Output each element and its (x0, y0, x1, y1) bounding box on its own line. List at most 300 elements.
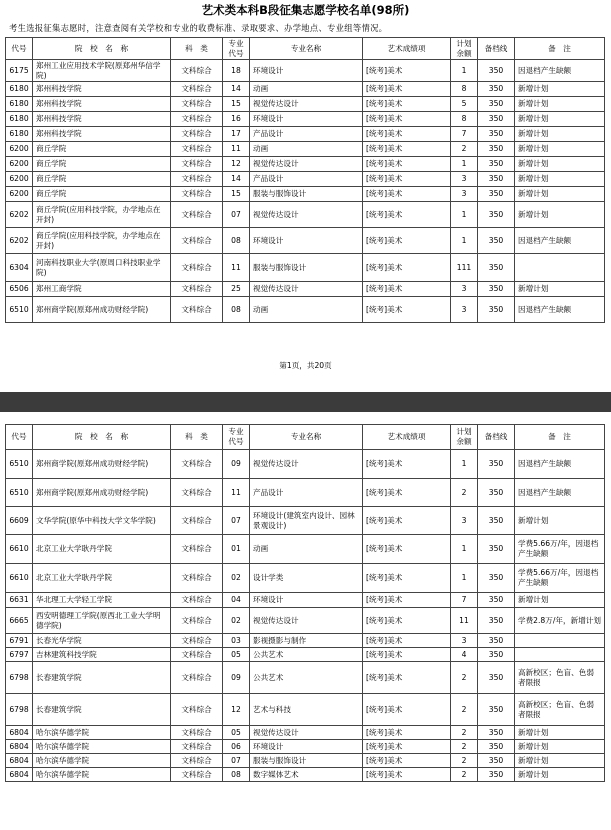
row-major: 视觉传达设计 (250, 608, 363, 634)
header-major-code: 专业代号 (223, 425, 250, 450)
row-code: 6510 (6, 479, 33, 507)
row-major: 公共艺术 (250, 662, 363, 694)
row-code: 6609 (6, 507, 33, 535)
page-indicator: 第1页，共20页 (279, 361, 332, 370)
row-note: 新增计划 (515, 112, 605, 127)
row-art-score: [统考]美术 (363, 142, 451, 157)
row-code: 6804 (6, 754, 33, 768)
row-plan: 3 (451, 634, 478, 648)
row-major-code: 12 (223, 157, 250, 172)
row-line: 350 (478, 202, 515, 228)
row-subject: 文科综合 (171, 202, 223, 228)
row-school: 商丘学院(应用科技学院，办学地点在开封) (33, 202, 171, 228)
row-school: 郑州科技学院 (33, 97, 171, 112)
row-subject: 文科综合 (171, 740, 223, 754)
row-line: 350 (478, 228, 515, 254)
row-subject: 文科综合 (171, 142, 223, 157)
row-code: 6510 (6, 297, 33, 323)
row-note: 因退档产生缺额 (515, 228, 605, 254)
row-plan: 1 (451, 450, 478, 479)
row-code: 6804 (6, 726, 33, 740)
row-school: 郑州商学院(原郑州成功财经学院) (33, 450, 171, 479)
table-row (6, 740, 605, 754)
row-school: 吉林建筑科技学院 (33, 648, 171, 662)
row-code: 6180 (6, 97, 33, 112)
table-row (6, 593, 605, 608)
row-plan: 2 (451, 694, 478, 726)
table-row (6, 450, 605, 479)
table-body-page-2 (6, 450, 605, 782)
row-major-code: 07 (223, 202, 250, 228)
row-school: 商丘学院 (33, 157, 171, 172)
header-plan: 计划余额 (451, 38, 478, 60)
school-table-page-1 (5, 37, 605, 323)
row-note: 新增计划 (515, 768, 605, 782)
row-major: 数字媒体艺术 (250, 768, 363, 782)
row-major: 视觉传达设计 (250, 202, 363, 228)
row-art-score: [统考]美术 (363, 297, 451, 323)
row-school: 郑州商学院(原郑州成功财经学院) (33, 479, 171, 507)
row-code: 6631 (6, 593, 33, 608)
row-major-code: 25 (223, 282, 250, 297)
row-major-code: 03 (223, 634, 250, 648)
row-line: 350 (478, 172, 515, 187)
row-major-code: 11 (223, 479, 250, 507)
row-major: 公共艺术 (250, 648, 363, 662)
row-school: 郑州工商学院 (33, 282, 171, 297)
row-major: 动画 (250, 82, 363, 97)
row-art-score: [统考]美术 (363, 662, 451, 694)
row-note: 因退档产生缺额 (515, 479, 605, 507)
row-major: 环境设计 (250, 593, 363, 608)
row-code: 6180 (6, 127, 33, 142)
row-note: 新增计划 (515, 187, 605, 202)
row-line: 350 (478, 479, 515, 507)
row-code: 6510 (6, 450, 33, 479)
row-plan: 3 (451, 282, 478, 297)
row-major: 艺术与科技 (250, 694, 363, 726)
row-line: 350 (478, 254, 515, 282)
table-row (6, 297, 605, 323)
row-major: 动画 (250, 535, 363, 564)
row-school: 华北理工大学轻工学院 (33, 593, 171, 608)
row-note: 学费2.8万/年，新增计划 (515, 608, 605, 634)
row-code: 6202 (6, 228, 33, 254)
row-subject: 文科综合 (171, 228, 223, 254)
header-line: 备档线 (478, 38, 515, 60)
row-line: 350 (478, 142, 515, 157)
row-plan: 7 (451, 127, 478, 142)
row-school: 哈尔滨华德学院 (33, 726, 171, 740)
row-note: 新增计划 (515, 754, 605, 768)
row-note: 新增计划 (515, 127, 605, 142)
row-note: 新增计划 (515, 172, 605, 187)
row-note: 新增计划 (515, 282, 605, 297)
row-school: 哈尔滨华德学院 (33, 768, 171, 782)
row-school: 商丘学院 (33, 142, 171, 157)
row-line: 350 (478, 768, 515, 782)
row-subject: 文科综合 (171, 254, 223, 282)
row-major: 服装与服饰设计 (250, 254, 363, 282)
row-subject: 文科综合 (171, 593, 223, 608)
header-school: 院 校 名 称 (33, 425, 171, 450)
row-code: 6180 (6, 112, 33, 127)
row-code: 6610 (6, 564, 33, 593)
table-row (6, 60, 605, 82)
row-plan: 7 (451, 593, 478, 608)
row-major-code: 02 (223, 608, 250, 634)
page-separator (0, 392, 611, 412)
document-page-1 (0, 0, 611, 392)
row-note (515, 648, 605, 662)
table-row (6, 608, 605, 634)
row-line: 350 (478, 634, 515, 648)
row-code: 6798 (6, 694, 33, 726)
table-header-row (6, 38, 605, 60)
row-art-score: [统考]美术 (363, 479, 451, 507)
row-subject: 文科综合 (171, 187, 223, 202)
row-art-score: [统考]美术 (363, 127, 451, 142)
row-major-code: 08 (223, 297, 250, 323)
row-school: 郑州科技学院 (33, 112, 171, 127)
row-plan: 4 (451, 648, 478, 662)
row-major: 产品设计 (250, 127, 363, 142)
row-line: 350 (478, 535, 515, 564)
header-code: 代号 (6, 425, 33, 450)
row-plan: 2 (451, 726, 478, 740)
row-major: 动画 (250, 142, 363, 157)
row-note: 新增计划 (515, 82, 605, 97)
row-note: 新增计划 (515, 507, 605, 535)
row-major: 服装与服饰设计 (250, 187, 363, 202)
document-page-2 (0, 412, 611, 830)
row-school: 北京工业大学耿丹学院 (33, 564, 171, 593)
row-subject: 文科综合 (171, 507, 223, 535)
row-major-code: 08 (223, 768, 250, 782)
row-line: 350 (478, 740, 515, 754)
row-subject: 文科综合 (171, 479, 223, 507)
row-school: 郑州商学院(原郑州成功财经学院) (33, 297, 171, 323)
row-art-score: [统考]美术 (363, 507, 451, 535)
row-school: 西安明德理工学院(原西北工业大学明德学院) (33, 608, 171, 634)
row-subject: 文科综合 (171, 726, 223, 740)
row-subject: 文科综合 (171, 172, 223, 187)
row-subject: 文科综合 (171, 634, 223, 648)
row-school: 商丘学院 (33, 172, 171, 187)
row-line: 350 (478, 450, 515, 479)
row-note: 新增计划 (515, 593, 605, 608)
table-row (6, 82, 605, 97)
row-major: 环境设计(建筑室内设计、园林景观设计) (250, 507, 363, 535)
table-row (6, 157, 605, 172)
row-note: 因退档产生缺额 (515, 60, 605, 82)
row-plan: 3 (451, 172, 478, 187)
row-subject: 文科综合 (171, 754, 223, 768)
header-line: 备档线 (478, 425, 515, 450)
row-major-code: 16 (223, 112, 250, 127)
row-subject: 文科综合 (171, 97, 223, 112)
row-art-score: [统考]美术 (363, 157, 451, 172)
row-plan: 5 (451, 97, 478, 112)
row-major: 影视摄影与制作 (250, 634, 363, 648)
row-subject: 文科综合 (171, 127, 223, 142)
row-subject: 文科综合 (171, 82, 223, 97)
row-art-score: [统考]美术 (363, 740, 451, 754)
row-school: 文华学院(原华中科技大学文华学院) (33, 507, 171, 535)
row-plan: 2 (451, 142, 478, 157)
row-plan: 1 (451, 535, 478, 564)
row-major-code: 11 (223, 254, 250, 282)
row-plan: 8 (451, 82, 478, 97)
row-major: 视觉传达设计 (250, 726, 363, 740)
row-subject: 文科综合 (171, 648, 223, 662)
table-row (6, 507, 605, 535)
table-row (6, 228, 605, 254)
table-row (6, 127, 605, 142)
row-line: 350 (478, 97, 515, 112)
row-school: 哈尔滨华德学院 (33, 740, 171, 754)
row-plan: 1 (451, 564, 478, 593)
row-major: 视觉传达设计 (250, 282, 363, 297)
header-art-score: 艺术成绩项 (363, 425, 451, 450)
row-major: 服装与服饰设计 (250, 754, 363, 768)
row-note: 新增计划 (515, 740, 605, 754)
row-line: 350 (478, 726, 515, 740)
table-row (6, 142, 605, 157)
row-subject: 文科综合 (171, 608, 223, 634)
row-plan: 11 (451, 608, 478, 634)
row-school: 郑州科技学院 (33, 82, 171, 97)
row-major: 环境设计 (250, 228, 363, 254)
row-art-score: [统考]美术 (363, 768, 451, 782)
row-major-code: 06 (223, 740, 250, 754)
row-code: 6304 (6, 254, 33, 282)
header-plan: 计划余额 (451, 425, 478, 450)
row-code: 6506 (6, 282, 33, 297)
row-plan: 111 (451, 254, 478, 282)
row-line: 350 (478, 112, 515, 127)
row-line: 350 (478, 593, 515, 608)
row-note: 新增计划 (515, 97, 605, 112)
row-major-code: 07 (223, 754, 250, 768)
row-plan: 2 (451, 754, 478, 768)
row-art-score: [统考]美术 (363, 228, 451, 254)
row-art-score: [统考]美术 (363, 694, 451, 726)
row-subject: 文科综合 (171, 535, 223, 564)
row-major-code: 01 (223, 535, 250, 564)
row-major-code: 14 (223, 172, 250, 187)
row-school: 商丘学院 (33, 187, 171, 202)
table-row (6, 564, 605, 593)
row-art-score: [统考]美术 (363, 564, 451, 593)
row-major: 产品设计 (250, 172, 363, 187)
row-major-code: 11 (223, 142, 250, 157)
row-major-code: 08 (223, 228, 250, 254)
row-art-score: [统考]美术 (363, 282, 451, 297)
table-row (6, 97, 605, 112)
header-major: 专业名称 (250, 425, 363, 450)
row-major: 设计学类 (250, 564, 363, 593)
row-school: 哈尔滨华德学院 (33, 754, 171, 768)
row-major: 视觉传达设计 (250, 157, 363, 172)
header-subject: 科 类 (171, 38, 223, 60)
table-row (6, 754, 605, 768)
row-note: 高新校区；色盲、色弱者限报 (515, 694, 605, 726)
row-code: 6200 (6, 142, 33, 157)
row-major-code: 14 (223, 82, 250, 97)
row-art-score: [统考]美术 (363, 535, 451, 564)
row-major-code: 12 (223, 694, 250, 726)
table-row (6, 479, 605, 507)
row-plan: 2 (451, 479, 478, 507)
row-art-score: [统考]美术 (363, 187, 451, 202)
row-art-score: [统考]美术 (363, 450, 451, 479)
row-code: 6797 (6, 648, 33, 662)
row-note: 因退档产生缺额 (515, 450, 605, 479)
header-note: 备 注 (515, 38, 605, 60)
row-plan: 1 (451, 202, 478, 228)
row-art-score: [统考]美术 (363, 593, 451, 608)
row-note: 学费5.66万/年，因退档产生缺额 (515, 535, 605, 564)
row-major-code: 17 (223, 127, 250, 142)
row-plan: 2 (451, 740, 478, 754)
row-line: 350 (478, 754, 515, 768)
row-note: 新增计划 (515, 142, 605, 157)
table-row (6, 662, 605, 694)
notice-text: 考生选报征集志愿时，注意查阅有关学校和专业的收费标准、录取要求、办学地点、专业组等情况。 (9, 23, 388, 33)
row-subject: 文科综合 (171, 662, 223, 694)
row-art-score: [统考]美术 (363, 648, 451, 662)
row-plan: 1 (451, 60, 478, 82)
row-art-score: [统考]美术 (363, 254, 451, 282)
row-major-code: 15 (223, 187, 250, 202)
row-subject: 文科综合 (171, 112, 223, 127)
row-major: 视觉传达设计 (250, 450, 363, 479)
row-subject: 文科综合 (171, 60, 223, 82)
row-art-score: [统考]美术 (363, 754, 451, 768)
row-art-score: [统考]美术 (363, 112, 451, 127)
row-art-score: [统考]美术 (363, 726, 451, 740)
row-code: 6804 (6, 768, 33, 782)
row-school: 长春建筑学院 (33, 694, 171, 726)
row-line: 350 (478, 60, 515, 82)
row-plan: 3 (451, 507, 478, 535)
row-school: 郑州工业应用技术学院(原郑州华信学院) (33, 60, 171, 82)
row-plan: 8 (451, 112, 478, 127)
row-major-code: 05 (223, 648, 250, 662)
row-subject: 文科综合 (171, 450, 223, 479)
school-table-page-2 (5, 424, 605, 782)
row-note: 学费5.66万/年，因退档产生缺额 (515, 564, 605, 593)
row-art-score: [统考]美术 (363, 608, 451, 634)
row-line: 350 (478, 694, 515, 726)
row-line: 350 (478, 608, 515, 634)
row-plan: 2 (451, 662, 478, 694)
row-major-code: 02 (223, 564, 250, 593)
row-art-score: [统考]美术 (363, 634, 451, 648)
row-art-score: [统考]美术 (363, 202, 451, 228)
table-body-page-1 (6, 60, 605, 323)
row-note (515, 634, 605, 648)
row-line: 350 (478, 507, 515, 535)
row-major: 环境设计 (250, 740, 363, 754)
row-major: 视觉传达设计 (250, 97, 363, 112)
row-line: 350 (478, 648, 515, 662)
row-major-code: 09 (223, 662, 250, 694)
row-code: 6200 (6, 172, 33, 187)
row-plan: 1 (451, 228, 478, 254)
table-row (6, 768, 605, 782)
row-plan: 2 (451, 768, 478, 782)
header-major-code: 专业代号 (223, 38, 250, 60)
row-art-score: [统考]美术 (363, 97, 451, 112)
row-school: 郑州科技学院 (33, 127, 171, 142)
row-major: 环境设计 (250, 60, 363, 82)
header-major: 专业名称 (250, 38, 363, 60)
row-line: 350 (478, 297, 515, 323)
row-code: 6175 (6, 60, 33, 82)
row-note: 因退档产生缺额 (515, 297, 605, 323)
row-note: 新增计划 (515, 202, 605, 228)
header-note: 备 注 (515, 425, 605, 450)
header-school: 院 校 名 称 (33, 38, 171, 60)
row-code: 6804 (6, 740, 33, 754)
table-row (6, 726, 605, 740)
row-major: 产品设计 (250, 479, 363, 507)
table-row (6, 187, 605, 202)
row-code: 6791 (6, 634, 33, 648)
row-subject: 文科综合 (171, 768, 223, 782)
row-school: 长春建筑学院 (33, 662, 171, 694)
row-subject: 文科综合 (171, 564, 223, 593)
row-code: 6202 (6, 202, 33, 228)
row-major: 环境设计 (250, 112, 363, 127)
table-row (6, 112, 605, 127)
table-header-row (6, 425, 605, 450)
row-note: 新增计划 (515, 157, 605, 172)
row-subject: 文科综合 (171, 157, 223, 172)
row-major: 动画 (250, 297, 363, 323)
row-line: 350 (478, 82, 515, 97)
header-code: 代号 (6, 38, 33, 60)
row-plan: 3 (451, 297, 478, 323)
row-major-code: 07 (223, 507, 250, 535)
header-subject: 科 类 (171, 425, 223, 450)
row-major-code: 09 (223, 450, 250, 479)
row-plan: 3 (451, 187, 478, 202)
header-art-score: 艺术成绩项 (363, 38, 451, 60)
row-major-code: 05 (223, 726, 250, 740)
row-note: 新增计划 (515, 726, 605, 740)
row-subject: 文科综合 (171, 297, 223, 323)
row-code: 6200 (6, 187, 33, 202)
table-row (6, 648, 605, 662)
row-subject: 文科综合 (171, 282, 223, 297)
table-row (6, 172, 605, 187)
row-code: 6798 (6, 662, 33, 694)
row-code: 6200 (6, 157, 33, 172)
table-row (6, 634, 605, 648)
row-school: 商丘学院(应用科技学院，办学地点在开封) (33, 228, 171, 254)
row-school: 北京工业大学耿丹学院 (33, 535, 171, 564)
row-major-code: 18 (223, 60, 250, 82)
row-line: 350 (478, 662, 515, 694)
table-row (6, 202, 605, 228)
row-school: 河南科技职业大学(原周口科技职业学院) (33, 254, 171, 282)
table-row (6, 282, 605, 297)
row-art-score: [统考]美术 (363, 172, 451, 187)
row-major-code: 04 (223, 593, 250, 608)
